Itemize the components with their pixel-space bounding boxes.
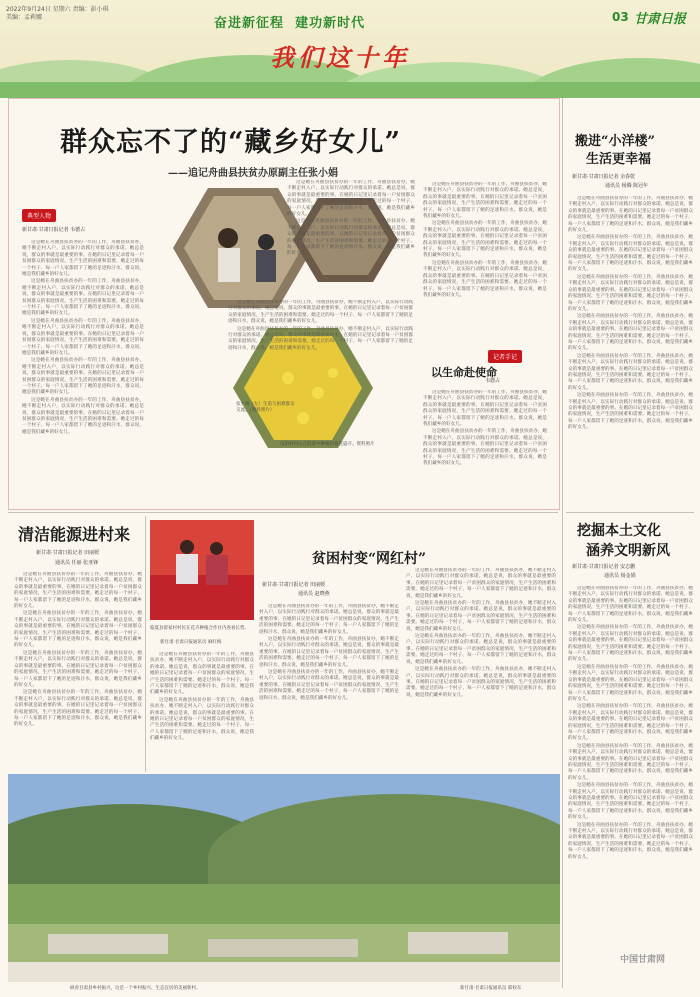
right-top-byline2: 通讯员 杨腾 陈冠年 <box>605 183 649 189</box>
lead-photo1-caption: 张小娟（左）生前与困难群众交流。（资料照片） <box>236 402 295 413</box>
right-bottom-title-1: 挖掘本土文化 <box>577 523 661 539</box>
editorial-tag: 记者手记 <box>488 344 522 363</box>
page-number: 03 <box>612 10 629 24</box>
lead-subtitle: ——追记舟曲县扶贫办原副主任张小娟 <box>168 168 338 179</box>
watermark-logo: 中国甘肃网 <box>620 955 666 965</box>
lead-text-col2: 这是她在舟曲县扶贫办的一年的工作，舟曲县扶贫办，她不断走村入户，以实际行动践行对群众的承诺。她总是说，群众的事就是最重要的事。在她的日记里记录着每一户贫困群众的家庭情况，生产生活的困难和需要。她走过的每一个村子、每一户人家都留下了她的足迹和汗水，群众说，她是我们藏乡的好女儿。 这是她在舟曲县扶贫办的一年的工作，舟曲县扶贫办，她不断走村入户，以实际行动践行对群众的承诺。她总是说，群众的事就是最重要的事。在她的日记里记录着每一户贫困群众的家庭情况，生产生活的困难和需要。她走过的每一个村子、每一户人家都留下了她的足迹和汗水，群众说，她是我们藏乡的好女儿。 <box>287 180 415 257</box>
right-top-byline: 新甘肃·甘肃日报记者 余春乾 <box>572 174 636 180</box>
footer-caption: 纵看甘肃县乡村振兴，这是一个乡村振兴、生态宜居的美丽新村。 <box>70 986 201 991</box>
slogan: 奋进新征程 建功新时代 <box>214 16 366 31</box>
center-left-text: 这是她在舟曲县扶贫办的一年的工作，舟曲县扶贫办，她不断走村入户，以实际行动践行对群众的承诺。她总是说，群众的事就是最重要的事。在她的日记里记录着每一户贫困群众的家庭情况，生产生活的困难和需要。她走过的每一个村子、每一户人家都留下了她的足迹和汗水，群众说，她是我们藏乡的好女儿。 这是她在舟曲县扶贫办的一年的工作，舟曲县扶贫办，她不断走村入户，以实际行动践行对群众的承诺。她总是说，群众的事就是最重要的事。在她的日记里记录着每一户贫困群众的家庭情况，生产生活的困难和需要。她走过的每一个村子、每一户人家都留下了她的足迹和汗水，群众说，她是我们藏乡的好女儿。 <box>150 652 254 742</box>
center-photo-credit: 新甘肃·甘肃日报通讯员 麻红梅 <box>160 640 222 645</box>
editorial-title: 以生命赴使命 <box>431 366 497 379</box>
banner-title: 我们这十年 <box>270 43 410 72</box>
left-mid-title: 清洁能源进村来 <box>18 525 131 544</box>
center-mid-byline2: 通讯员 赵晓燕 <box>298 591 330 597</box>
lead-text-col1: 这是她在舟曲县扶贫办的一年的工作，舟曲县扶贫办，她不断走村入户，以实际行动践行对群众的承诺。她总是说，群众的事就是最重要的事。在她的日记里记录着每一户贫困群众的家庭情况，生产生活的困难和需要。她走过的每一个村子、每一户人家都留下了她的足迹和汗水，群众说，她是我们藏乡的好女儿。 这是她在舟曲县扶贫办的一年的工作，舟曲县扶贫办，她不断走村入户，以实际行动践行对群众的承诺。她总是说，群众的事就是最重要的事。在她的日记里记录着每一户贫困群众的家庭情况，生产生活的困难和需要。她走过的每一个村子、每一户人家都留下了她的足迹和汗水，群众说，她是我们藏乡的好女儿。 这是她在舟曲县扶贫办的一年的工作，舟曲县扶贫办，她不断走村入户，以实际行动践行对群众的承诺。她总是说，群众的事就是最重要的事。在她的日记里记录着每一户贫困群众的家庭情况，生产生活的困难和需要。她走过的每一个村子、每一户人家都留下了她的足迹和汗水，群众说，她是我们藏乡的好女儿。 这是她在舟曲县扶贫办的一年的工作，舟曲县扶贫办，她不断走村入户，以实际行动践行对群众的承诺。她总是说，群众的事就是最重要的事。在她的日记里记录着每一户贫困群众的家庭情况，生产生活的困难和需要。她走过的每一个村子、每一户人家都留下了她的足迹和汗水，群众说，她是我们藏乡的好女儿。 这是她在舟曲县扶贫办的一年的工作，舟曲县扶贫办，她不断走村入户，以实际行动践行对群众的承诺。她总是说，群众的事就是最重要的事。在她的日记里记录着每一户贫困群众的家庭情况，生产生活的困难和需要。她走过的每一个村子、每一户人家都留下了她的足迹和汗水，群众说，她是我们藏乡的好女儿。 <box>22 240 144 435</box>
right-bottom-byline2: 通讯员 杨金娟 <box>604 573 636 579</box>
center-mid-title: 贫困村变“网红村” <box>312 551 427 567</box>
lead-byline: 新甘肃·甘肃日报记者 韦德占 <box>22 227 86 233</box>
right-bottom-title-2: 涵养文明新风 <box>586 543 670 559</box>
right-top-title-2: 生活更幸福 <box>586 152 652 167</box>
lead-title: 群众忘不了的“藏乡好女儿” <box>60 127 402 158</box>
editorial-text: 这是她在舟曲县扶贫办的一年的工作，舟曲县扶贫办，她不断走村入户，以实际行动践行对群众的承诺。她总是说，群众的事就是最重要的事。在她的日记里记录着每一户贫困群众的家庭情况，生产生活的困难和需要。她走过的每一个村子、每一户人家都留下了她的足迹和汗水，群众说，她是我们藏乡的好女儿。 这是她在舟曲县扶贫办的一年的工作，舟曲县扶贫办，她不断走村入户，以实际行动践行对群众的承诺。她总是说，群众的事就是最重要的事。在她的日记里记录着每一户贫困群众的家庭情况，生产生活的困难和需要。她走过的每一个村子、每一户人家都留下了她的足迹和汗水，群众说，她是我们藏乡的好女儿。 <box>423 390 547 467</box>
left-mid-text: 这是她在舟曲县扶贫办的一年的工作，舟曲县扶贫办，她不断走村入户，以实际行动践行对群众的承诺。她总是说，群众的事就是最重要的事。在她的日记里记录着每一户贫困群众的家庭情况，生产生活的困难和需要。她走过的每一个村子、每一户人家都留下了她的足迹和汗水，群众说，她是我们藏乡的好女儿。 这是她在舟曲县扶贫办的一年的工作，舟曲县扶贫办，她不断走村入户，以实际行动践行对群众的承诺。她总是说，群众的事就是最重要的事。在她的日记里记录着每一户贫困群众的家庭情况，生产生活的困难和需要。她走过的每一个村子、每一户人家都留下了她的足迹和汗水，群众说，她是我们藏乡的好女儿。 这是她在舟曲县扶贫办的一年的工作，舟曲县扶贫办，她不断走村入户，以实际行动践行对群众的承诺。她总是说，群众的事就是最重要的事。在她的日记里记录着每一户贫困群众的家庭情况，生产生活的困难和需要。她走过的每一个村子、每一户人家都留下了她的足迹和汗水，群众说，她是我们藏乡的好女儿。 这是她在舟曲县扶贫办的一年的工作，舟曲县扶贫办，她不断走村入户，以实际行动践行对群众的承诺。她总是说，群众的事就是最重要的事。在她的日记里记录着每一户贫困群众的家庭情况，生产生活的困难和需要。她走过的每一个村子、每一户人家都留下了她的足迹和汗水，群众说，她是我们藏乡的好女儿。 <box>14 572 142 728</box>
center-mid-byline: 新甘肃·甘肃日报记者 田丽媛 <box>262 582 326 588</box>
lead-tag: 典型人物 <box>22 203 56 222</box>
center-flower-photo <box>150 520 254 620</box>
center-photo-caption: 临夏县翟家村村民在花卉种植合作社内查看长势。 <box>150 626 249 631</box>
center-mid-text-col2: 这是她在舟曲县扶贫办的一年的工作，舟曲县扶贫办，她不断走村入户，以实际行动践行对群众的承诺。她总是说，群众的事就是最重要的事。在她的日记里记录着每一户贫困群众的家庭情况，生产生活的困难和需要。她走过的每一个村子、每一户人家都留下了她的足迹和汗水，群众说，她是我们藏乡的好女儿。 这是她在舟曲县扶贫办的一年的工作，舟曲县扶贫办，她不断走村入户，以实际行动践行对群众的承诺。她总是说，群众的事就是最重要的事。在她的日记里记录着每一户贫困群众的家庭情况，生产生活的困难和需要。她走过的每一个村子、每一户人家都留下了她的足迹和汗水，群众说，她是我们藏乡的好女儿。 这是她在舟曲县扶贫办的一年的工作，舟曲县扶贫办，她不断走村入户，以实际行动践行对群众的承诺。她总是说，群众的事就是最重要的事。在她的日记里记录着每一户贫困群众的家庭情况，生产生活的困难和需要。她走过的每一个村子、每一户人家都留下了她的足迹和汗水，群众说，她是我们藏乡的好女儿。 这是她在舟曲县扶贫办的一年的工作，舟曲县扶贫办，她不断走村入户，以实际行动践行对群众的承诺。她总是说，群众的事就是最重要的事。在她的日记里记录着每一户贫困群众的家庭情况，生产生活的困难和需要。她走过的每一个村子、每一户人家都留下了她的足迹和汗水，群众说，她是我们藏乡的好女儿。 <box>406 568 556 698</box>
designer-credit: 美编：孟莉娜 <box>6 14 43 21</box>
village-panorama-photo <box>8 774 560 982</box>
footer-credit: 新甘肃·甘肃日报通讯员 耶栓东 <box>460 986 522 991</box>
lead-text-col4: 这是她在舟曲县扶贫办的一年的工作，舟曲县扶贫办，她不断走村入户，以实际行动践行对群众的承诺。她总是说，群众的事就是最重要的事。在她的日记里记录着每一户贫困群众的家庭情况，生产生活的困难和需要。她走过的每一个村子、每一户人家都留下了她的足迹和汗水，群众说，她是我们藏乡的好女儿。 这是她在舟曲县扶贫办的一年的工作，舟曲县扶贫办，她不断走村入户，以实际行动践行对群众的承诺。她总是说，群众的事就是最重要的事。在她的日记里记录着每一户贫困群众的家庭情况，生产生活的困难和需要。她走过的每一个村子、每一户人家都留下了她的足迹和汗水，群众说，她是我们藏乡的好女儿。 这是她在舟曲县扶贫办的一年的工作，舟曲县扶贫办，她不断走村入户，以实际行动践行对群众的承诺。她总是说，群众的事就是最重要的事。在她的日记里记录着每一户贫困群众的家庭情况，生产生活的困难和需要。她走过的每一个村子、每一户人家都留下了她的足迹和汗水，群众说，她是我们藏乡的好女儿。 <box>423 182 547 298</box>
left-mid-byline2: 通讯员 任丽 张亚锋 <box>55 560 99 566</box>
lead-text-col3: 这是她在舟曲县扶贫办的一年的工作，舟曲县扶贫办，她不断走村入户，以实际行动践行对群众的承诺。她总是说，群众的事就是最重要的事。在她的日记里记录着每一户贫困群众的家庭情况，生产生活的困难和需要。她走过的每一个村子、每一户人家都留下了她的足迹和汗水，群众说，她是我们藏乡的好女儿。 这是她在舟曲县扶贫办的一年的工作，舟曲县扶贫办，她不断走村入户，以实际行动践行对群众的承诺。她总是说，群众的事就是最重要的事。在她的日记里记录着每一户贫困群众的家庭情况，生产生活的困难和需要。她走过的每一个村子、每一户人家都留下了她的足迹和汗水，群众说，她是我们藏乡的好女儿。 <box>228 300 413 351</box>
right-bottom-text: 这是她在舟曲县扶贫办的一年的工作，舟曲县扶贫办，她不断走村入户，以实际行动践行对群众的承诺。她总是说，群众的事就是最重要的事。在她的日记里记录着每一户贫困群众的家庭情况，生产生活的困难和需要。她走过的每一个村子、每一户人家都留下了她的足迹和汗水，群众说，她是我们藏乡的好女儿。 这是她在舟曲县扶贫办的一年的工作，舟曲县扶贫办，她不断走村入户，以实际行动践行对群众的承诺。她总是说，群众的事就是最重要的事。在她的日记里记录着每一户贫困群众的家庭情况，生产生活的困难和需要。她走过的每一个村子、每一户人家都留下了她的足迹和汗水，群众说，她是我们藏乡的好女儿。 这是她在舟曲县扶贫办的一年的工作，舟曲县扶贫办，她不断走村入户，以实际行动践行对群众的承诺。她总是说，群众的事就是最重要的事。在她的日记里记录着每一户贫困群众的家庭情况，生产生活的困难和需要。她走过的每一个村子、每一户人家都留下了她的足迹和汗水，群众说，她是我们藏乡的好女儿。 这是她在舟曲县扶贫办的一年的工作，舟曲县扶贫办，她不断走村入户，以实际行动践行对群众的承诺。她总是说，群众的事就是最重要的事。在她的日记里记录着每一户贫困群众的家庭情况，生产生活的困难和需要。她走过的每一个村子、每一户人家都留下了她的足迹和汗水，群众说，她是我们藏乡的好女儿。 这是她在舟曲县扶贫办的一年的工作，舟曲县扶贫办，她不断走村入户，以实际行动践行对群众的承诺。她总是说，群众的事就是最重要的事。在她的日记里记录着每一户贫困群众的家庭情况，生产生活的困难和需要。她走过的每一个村子、每一户人家都留下了她的足迹和汗水，群众说，她是我们藏乡的好女儿。 这是她在舟曲县扶贫办的一年的工作，舟曲县扶贫办，她不断走村入户，以实际行动践行对群众的承诺。她总是说，群众的事就是最重要的事。在她的日记里记录着每一户贫困群众的家庭情况，生产生活的困难和需要。她走过的每一个村子、每一户人家都留下了她的足迹和汗水，群众说，她是我们藏乡的好女儿。 这是她在舟曲县扶贫办的一年的工作，舟曲县扶贫办，她不断走村入户，以实际行动践行对群众的承诺。她总是说，群众的事就是最重要的事。在她的日记里记录着每一户贫困群众的家庭情况，生产生活的困难和需要。她走过的每一个村子、每一户人家都留下了她的足迹和汗水，群众说，她是我们藏乡的好女儿。 <box>568 586 693 860</box>
center-mid-text-col1: 这是她在舟曲县扶贫办的一年的工作，舟曲县扶贫办，她不断走村入户，以实际行动践行对群众的承诺。她总是说，群众的事就是最重要的事。在她的日记里记录着每一户贫困群众的家庭情况，生产生活的困难和需要。她走过的每一个村子、每一户人家都留下了她的足迹和汗水，群众说，她是我们藏乡的好女儿。 这是她在舟曲县扶贫办的一年的工作，舟曲县扶贫办，她不断走村入户，以实际行动践行对群众的承诺。她总是说，群众的事就是最重要的事。在她的日记里记录着每一户贫困群众的家庭情况，生产生活的困难和需要。她走过的每一个村子、每一户人家都留下了她的足迹和汗水，群众说，她是我们藏乡的好女儿。 这是她在舟曲县扶贫办的一年的工作，舟曲县扶贫办，她不断走村入户，以实际行动践行对群众的承诺。她总是说，群众的事就是最重要的事。在她的日记里记录着每一户贫困群众的家庭情况，生产生活的困难和需要。她走过的每一个村子、每一户人家都留下了她的足迹和汗水，群众说，她是我们藏乡的好女儿。 <box>259 604 399 701</box>
lead-bottom-caption: 瓜咱村村民在院落中种植的菊花盛开。资料照片 <box>280 442 375 447</box>
editorial-byline: 韦德占 <box>485 378 501 384</box>
right-top-text: 这是她在舟曲县扶贫办的一年的工作，舟曲县扶贫办，她不断走村入户，以实际行动践行对群众的承诺。她总是说，群众的事就是最重要的事。在她的日记里记录着每一户贫困群众的家庭情况，生产生活的困难和需要。她走过的每一个村子、每一户人家都留下了她的足迹和汗水，群众说，她是我们藏乡的好女儿。 这是她在舟曲县扶贫办的一年的工作，舟曲县扶贫办，她不断走村入户，以实际行动践行对群众的承诺。她总是说，群众的事就是最重要的事。在她的日记里记录着每一户贫困群众的家庭情况，生产生活的困难和需要。她走过的每一个村子、每一户人家都留下了她的足迹和汗水，群众说，她是我们藏乡的好女儿。 这是她在舟曲县扶贫办的一年的工作，舟曲县扶贫办，她不断走村入户，以实际行动践行对群众的承诺。她总是说，群众的事就是最重要的事。在她的日记里记录着每一户贫困群众的家庭情况，生产生活的困难和需要。她走过的每一个村子、每一户人家都留下了她的足迹和汗水，群众说，她是我们藏乡的好女儿。 这是她在舟曲县扶贫办的一年的工作，舟曲县扶贫办，她不断走村入户，以实际行动践行对群众的承诺。她总是说，群众的事就是最重要的事。在她的日记里记录着每一户贫困群众的家庭情况，生产生活的困难和需要。她走过的每一个村子、每一户人家都留下了她的足迹和汗水，群众说，她是我们藏乡的好女儿。 这是她在舟曲县扶贫办的一年的工作，舟曲县扶贫办，她不断走村入户，以实际行动践行对群众的承诺。她总是说，群众的事就是最重要的事。在她的日记里记录着每一户贫困群众的家庭情况，生产生活的困难和需要。她走过的每一个村子、每一户人家都留下了她的足迹和汗水，群众说，她是我们藏乡的好女儿。 这是她在舟曲县扶贫办的一年的工作，舟曲县扶贫办，她不断走村入户，以实际行动践行对群众的承诺。她总是说，群众的事就是最重要的事。在她的日记里记录着每一户贫困群众的家庭情况，生产生活的困难和需要。她走过的每一个村子、每一户人家都留下了她的足迹和汗水，群众说，她是我们藏乡的好女儿。 <box>568 196 693 431</box>
paper-logo: 甘肃日报 <box>634 12 687 27</box>
right-bottom-byline: 新甘肃·甘肃日报记者 安志鹏 <box>572 564 636 570</box>
right-top-title-1: 搬进“小洋楼” <box>575 134 655 149</box>
left-mid-byline: 新甘肃·甘肃日报记者 田丽媛 <box>36 550 100 556</box>
issue-date: 2022年9月24日 星期六 责编：彭小琪 <box>6 6 109 13</box>
